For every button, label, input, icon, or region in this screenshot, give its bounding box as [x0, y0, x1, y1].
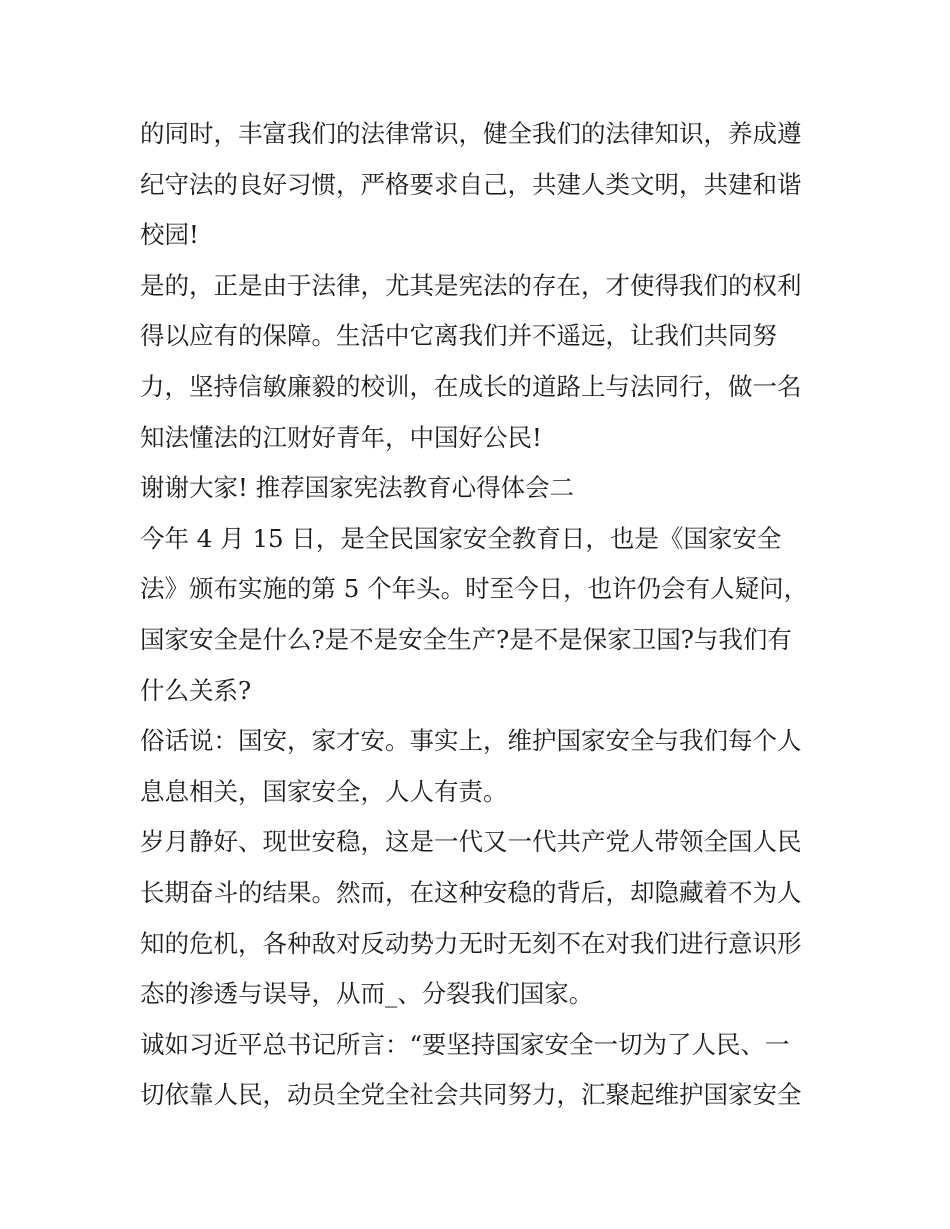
text-line: 长期奋斗的结果。然而，在这种安稳的背后，却隐藏着不为人 — [140, 877, 802, 907]
text-line: 国家安全是什么?是不是安全生产?是不是保家卫国?与我们有 — [140, 624, 792, 654]
text-line: 力，坚持信敏廉毅的校训，在成长的道路上与法同行，做一名 — [140, 371, 802, 401]
text-line: 得以应有的保障。生活中它离我们并不遥远，让我们共同努 — [140, 321, 777, 351]
text-line: 法》颁布实施的第 5 个年头。时至今日，也许仍会有人疑问， — [140, 574, 809, 604]
text-line: 知法懂法的江财好青年，中国好公民! — [140, 422, 542, 452]
text-line: 态的渗透与误导，从而_、分裂我们国家。 — [140, 979, 594, 1009]
text-line: 息息相关，国家安全，人人有责。 — [140, 776, 508, 806]
text-line: 知的危机，各种敌对反动势力无时无刻不在对我们进行意识形 — [140, 928, 802, 958]
text-line: 俗话说：国安，家才安。事实上，维护国家安全与我们每个人 — [140, 726, 802, 756]
text-line: 的同时，丰富我们的法律常识，健全我们的法律知识，养成遵 — [140, 119, 802, 148]
text-line: 谢谢大家! 推荐国家宪法教育心得体会二 — [140, 473, 575, 503]
text-line: 切依靠人民，动员全党全社会共同努力，汇聚起维护国家安全 — [140, 1080, 802, 1110]
body-text — [140, 109, 820, 1121]
text-line: 纪守法的良好习惯，严格要求自己，共建人类文明，共建和谐 — [140, 169, 802, 199]
text-line: 岁月静好、现世安稳，这是一代又一代共产党人带领全国人民 — [140, 827, 802, 857]
text-line: 是的，正是由于法律，尤其是宪法的存在，才使得我们的权利 — [140, 270, 802, 300]
text-line: 诚如习近平总书记所言：“要坚持国家安全一切为了人民、一 — [140, 1029, 790, 1059]
text-line: 校园! — [140, 220, 199, 250]
text-line: 今年 4 月 15 日，是全民国家安全教育日，也是《国家安全 — [140, 523, 782, 553]
text-line: 什么关系? — [140, 675, 252, 705]
